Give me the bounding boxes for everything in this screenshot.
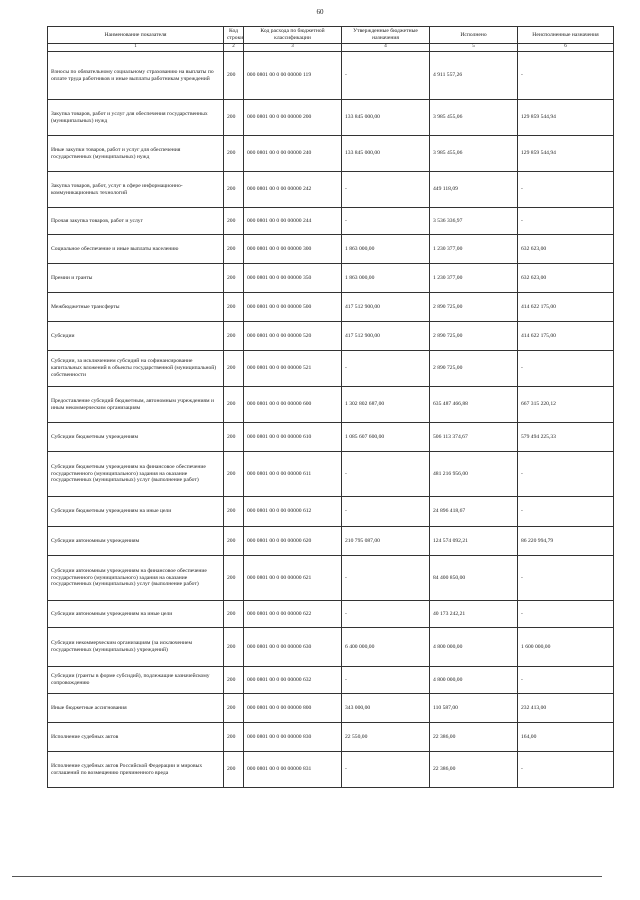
row-name: Субсидии автономным учреждениям: [48, 527, 224, 556]
row-code: 200: [224, 293, 244, 322]
column-number: 6: [518, 44, 614, 52]
row-code: 200: [224, 351, 244, 387]
column-number: 1: [48, 44, 224, 52]
row-code: 200: [224, 628, 244, 667]
row-approved: 133 845 000,00: [342, 100, 430, 136]
row-approved: -: [342, 667, 430, 694]
row-approved: 210 795 087,00: [342, 527, 430, 556]
row-code: 200: [224, 52, 244, 100]
row-classification: 000 0801 00 0 00 00000 632: [244, 667, 342, 694]
row-name: Субсидии: [48, 322, 224, 351]
row-executed: 635 487 466,88: [430, 387, 518, 423]
row-unexecuted: -: [518, 601, 614, 628]
row-unexecuted: 164,00: [518, 723, 614, 752]
row-unexecuted: 414 622 175,00: [518, 293, 614, 322]
row-name: Субсидии автономным учреждениям на финансовое обеспечение государственного (муниципального) задания на оказание государственных (муниципальных) услуг (выполнение работ): [48, 556, 224, 601]
row-code: 200: [224, 264, 244, 293]
table-row: [48, 322, 614, 351]
table-row: [48, 387, 614, 423]
row-unexecuted: 232 413,00: [518, 694, 614, 723]
row-approved: -: [342, 452, 430, 497]
table-header-row: [48, 27, 614, 44]
row-unexecuted: 632 623,00: [518, 264, 614, 293]
row-classification: 000 0801 00 0 00 00000 620: [244, 527, 342, 556]
row-approved: 417 512 900,00: [342, 322, 430, 351]
row-unexecuted: -: [518, 52, 614, 100]
table-row: [48, 723, 614, 752]
row-unexecuted: 579 494 225,33: [518, 423, 614, 452]
row-name: Взносы по обязательному социальному страхованию на выплаты по оплате труда работников и иные выплаты работникам учреждений: [48, 52, 224, 100]
row-unexecuted: 632 623,00: [518, 235, 614, 264]
row-classification: 000 0801 00 0 00 00000 240: [244, 136, 342, 172]
row-name: Прочая закупка товаров, работ и услуг: [48, 208, 224, 235]
row-unexecuted: 129 859 544,94: [518, 136, 614, 172]
column-number: 5: [430, 44, 518, 52]
row-classification: 000 0801 00 0 00 00000 500: [244, 293, 342, 322]
row-classification: 000 0801 00 0 00 00000 119: [244, 52, 342, 100]
row-code: 200: [224, 556, 244, 601]
row-code: 200: [224, 322, 244, 351]
row-classification: 000 0801 00 0 00 00000 610: [244, 423, 342, 452]
column-number: 2: [224, 44, 244, 52]
row-classification: 000 0801 00 0 00 00000 630: [244, 628, 342, 667]
row-code: 200: [224, 497, 244, 527]
row-unexecuted: -: [518, 452, 614, 497]
row-code: 200: [224, 100, 244, 136]
row-name: Исполнение судебных актов Российской Федерации и мировых соглашений по возмещению причиненного вреда: [48, 752, 224, 788]
row-name: Субсидии (гранты в форме субсидий), подлежащие казначейскому сопровождению: [48, 667, 224, 694]
table-row: [48, 556, 614, 601]
row-classification: 000 0801 00 0 00 00000 300: [244, 235, 342, 264]
row-executed: 2 890 725,00: [430, 322, 518, 351]
table-row: [48, 601, 614, 628]
row-executed: 4 800 000,00: [430, 628, 518, 667]
header-executed: Исполнено: [430, 27, 518, 44]
row-code: 200: [224, 387, 244, 423]
row-approved: -: [342, 351, 430, 387]
table-row: [48, 264, 614, 293]
row-classification: 000 0801 00 0 00 00000 800: [244, 694, 342, 723]
row-code: 200: [224, 172, 244, 208]
row-unexecuted: -: [518, 172, 614, 208]
row-approved: 1 863 000,00: [342, 235, 430, 264]
row-name: Исполнение судебных актов: [48, 723, 224, 752]
table-row: [48, 423, 614, 452]
row-approved: 22 550,00: [342, 723, 430, 752]
header-name: Наименование показателя: [48, 27, 224, 44]
row-code: 200: [224, 235, 244, 264]
row-classification: 000 0801 00 0 00 00000 600: [244, 387, 342, 423]
row-name: Межбюджетные трансферты: [48, 293, 224, 322]
header-unexecuted: Неисполненные назначения: [518, 27, 614, 44]
row-code: 200: [224, 601, 244, 628]
row-classification: 000 0801 00 0 00 00000 242: [244, 172, 342, 208]
row-approved: -: [342, 52, 430, 100]
row-executed: 24 896 418,67: [430, 497, 518, 527]
row-code: 200: [224, 452, 244, 497]
row-executed: 3 536 336,97: [430, 208, 518, 235]
column-number: 3: [244, 44, 342, 52]
row-code: 200: [224, 752, 244, 788]
row-classification: 000 0801 00 0 00 00000 830: [244, 723, 342, 752]
table-row: [48, 628, 614, 667]
row-classification: 000 0801 00 0 00 00000 521: [244, 351, 342, 387]
table-row: [48, 100, 614, 136]
row-executed: 84 400 850,00: [430, 556, 518, 601]
row-classification: 000 0801 00 0 00 00000 244: [244, 208, 342, 235]
row-executed: 124 574 092,21: [430, 527, 518, 556]
row-classification: 000 0801 00 0 00 00000 621: [244, 556, 342, 601]
row-executed: 4 911 557,26: [430, 52, 518, 100]
row-unexecuted: -: [518, 752, 614, 788]
row-name: Иные закупки товаров, работ и услуг для обеспечения государственных (муниципальных) нужд: [48, 136, 224, 172]
row-approved: 1 863 000,00: [342, 264, 430, 293]
row-name: Субсидии бюджетным учреждениям: [48, 423, 224, 452]
row-executed: 1 230 377,00: [430, 235, 518, 264]
header-approved: Утвержденные бюджетные назначения: [342, 27, 430, 44]
row-classification: 000 0801 00 0 00 00000 520: [244, 322, 342, 351]
row-classification: 000 0801 00 0 00 00000 611: [244, 452, 342, 497]
row-code: 200: [224, 527, 244, 556]
table-body: [48, 52, 614, 788]
table-row: [48, 497, 614, 527]
table-row: [48, 694, 614, 723]
row-name: Социальное обеспечение и иные выплаты населению: [48, 235, 224, 264]
row-executed: 506 113 374,67: [430, 423, 518, 452]
row-executed: 2 890 725,00: [430, 351, 518, 387]
row-unexecuted: 86 220 994,79: [518, 527, 614, 556]
budget-execution-table: [47, 26, 614, 788]
table-row: [48, 667, 614, 694]
row-classification: 000 0801 00 0 00 00000 612: [244, 497, 342, 527]
row-executed: 40 173 242,21: [430, 601, 518, 628]
row-unexecuted: -: [518, 667, 614, 694]
row-approved: 133 845 000,00: [342, 136, 430, 172]
table-row: [48, 293, 614, 322]
row-code: 200: [224, 208, 244, 235]
row-executed: 3 985 455,06: [430, 100, 518, 136]
row-code: 200: [224, 136, 244, 172]
row-executed: 22 386,00: [430, 752, 518, 788]
row-classification: 000 0801 00 0 00 00000 200: [244, 100, 342, 136]
table-row: [48, 351, 614, 387]
row-classification: 000 0801 00 0 00 00000 350: [244, 264, 342, 293]
row-approved: 1 302 802 687,00: [342, 387, 430, 423]
row-executed: 2 890 725,00: [430, 293, 518, 322]
row-executed: 110 587,00: [430, 694, 518, 723]
row-unexecuted: 1 600 000,00: [518, 628, 614, 667]
row-approved: -: [342, 208, 430, 235]
row-executed: 3 985 455,06: [430, 136, 518, 172]
row-name: Иные бюджетные ассигнования: [48, 694, 224, 723]
table-row: [48, 452, 614, 497]
table-row: [48, 136, 614, 172]
row-unexecuted: 667 315 220,12: [518, 387, 614, 423]
row-unexecuted: -: [518, 556, 614, 601]
page-number: 60: [316, 8, 324, 16]
row-executed: 449 118,09: [430, 172, 518, 208]
header-classification: Код расхода по бюджетной классификации: [244, 27, 342, 44]
row-code: 200: [224, 423, 244, 452]
table-row: [48, 52, 614, 100]
row-executed: 481 216 956,00: [430, 452, 518, 497]
column-number-row: [48, 44, 614, 52]
row-unexecuted: 129 859 544,94: [518, 100, 614, 136]
column-number: 4: [342, 44, 430, 52]
row-executed: 22 386,00: [430, 723, 518, 752]
row-code: 200: [224, 723, 244, 752]
row-name: Субсидии, за исключением субсидий на софинансирование капитальных вложений в объекты государственной (муниципальной) собственности: [48, 351, 224, 387]
table-row: [48, 235, 614, 264]
row-name: Субсидии бюджетным учреждениям на иные цели: [48, 497, 224, 527]
row-unexecuted: -: [518, 208, 614, 235]
row-name: Предоставление субсидий бюджетным, автономным учреждениям и иным некоммерческим организациям: [48, 387, 224, 423]
row-approved: -: [342, 556, 430, 601]
table-row: [48, 527, 614, 556]
row-name: Премии и гранты: [48, 264, 224, 293]
row-approved: 6 400 000,00: [342, 628, 430, 667]
row-unexecuted: -: [518, 351, 614, 387]
row-name: Субсидии автономным учреждениям на иные цели: [48, 601, 224, 628]
row-approved: 1 085 607 600,00: [342, 423, 430, 452]
bottom-divider: [12, 876, 602, 877]
row-approved: 417 512 900,00: [342, 293, 430, 322]
table-row: [48, 752, 614, 788]
row-executed: 1 230 377,00: [430, 264, 518, 293]
row-name: Субсидии некоммерческим организациям (за исключением государственных (муниципальных) учреждений): [48, 628, 224, 667]
row-classification: 000 0801 00 0 00 00000 622: [244, 601, 342, 628]
row-name: Закупка товаров, работ, услуг в сфере информационно-коммуникационных технологий: [48, 172, 224, 208]
row-approved: -: [342, 752, 430, 788]
row-code: 200: [224, 667, 244, 694]
table-row: [48, 172, 614, 208]
row-classification: 000 0801 00 0 00 00000 831: [244, 752, 342, 788]
table-row: [48, 208, 614, 235]
row-approved: -: [342, 497, 430, 527]
row-code: 200: [224, 694, 244, 723]
header-code: Код строки: [224, 27, 244, 44]
row-approved: -: [342, 172, 430, 208]
row-unexecuted: -: [518, 497, 614, 527]
row-approved: 343 000,00: [342, 694, 430, 723]
row-name: Субсидии бюджетным учреждениям на финансовое обеспечение государственного (муниципального) задания на оказание государственных (муниципальных) услуг (выполнение работ): [48, 452, 224, 497]
row-name: Закупка товаров, работ и услуг для обеспечения государственных (муниципальных) нужд: [48, 100, 224, 136]
row-approved: -: [342, 601, 430, 628]
row-executed: 4 800 000,00: [430, 667, 518, 694]
row-unexecuted: 414 622 175,00: [518, 322, 614, 351]
